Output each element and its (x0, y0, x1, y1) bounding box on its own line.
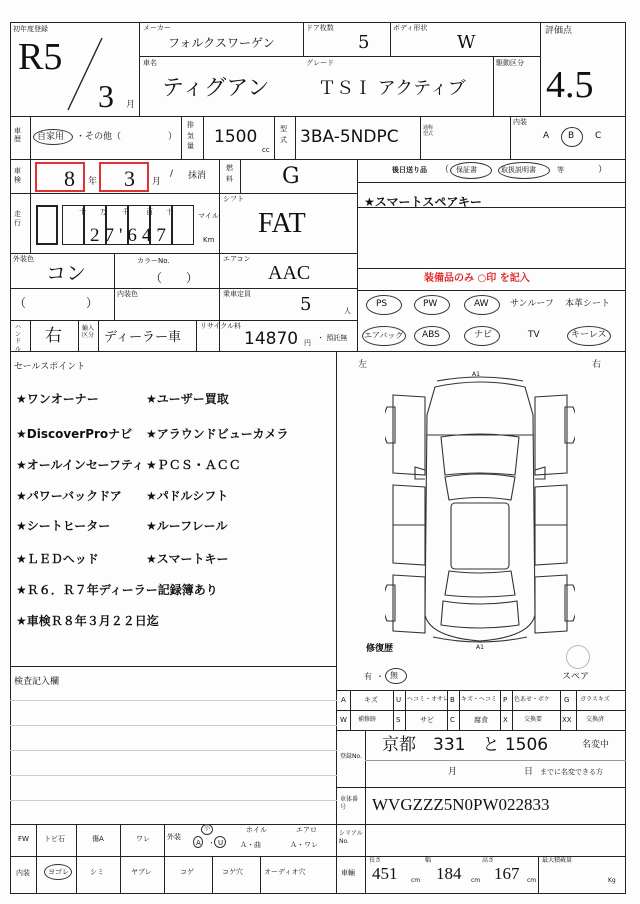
length-value: 451 (372, 864, 398, 883)
serial-label: シリアルNo. (339, 830, 363, 846)
drive-label: 駆動区分 (496, 59, 524, 67)
doors-label: ドア枚数 (306, 24, 334, 32)
nen-label: 年 (88, 177, 98, 187)
plate-value: 京都 331 と 1506 (382, 735, 549, 755)
fuel-label: 燃料 (226, 164, 233, 183)
docs-label: 後日送り品 (392, 166, 427, 174)
separator-slash: / (170, 169, 174, 179)
legend-a-text: キズ (364, 696, 378, 704)
int-audio-hole: オーディオ穴 (264, 868, 306, 876)
repair-yes: 有 (364, 672, 372, 681)
int-color-label: 内装色 (117, 290, 138, 298)
docs-etc: 等 (557, 166, 564, 174)
equip-ps: PS (376, 299, 388, 309)
legend-c-code: C (450, 716, 455, 724)
legend-p-code: P (503, 696, 508, 704)
recycle-label: リサイクル料 (200, 322, 242, 330)
legend-xx-code: XX (562, 716, 572, 724)
color-label: 外装色 (13, 255, 34, 263)
height-value: 167 (494, 864, 520, 883)
diagram-right-label: 右 (592, 360, 602, 370)
grade-value: ＴＳＩ アクティブ (318, 78, 466, 99)
exterior-small: 小 (204, 825, 211, 832)
int-burn: コゲ (180, 868, 194, 876)
border-right (625, 22, 626, 893)
tsusho-label: 通称型式 (423, 125, 434, 137)
displacement-value: 1500 (214, 127, 258, 147)
width-label: 幅 (425, 857, 432, 864)
docs-close: ） (598, 165, 608, 175)
equip-aw: AW (474, 299, 489, 309)
fw-chip: トビ石 (44, 835, 65, 843)
massho-label: 抹消 (188, 171, 207, 181)
int-stain: シミ (90, 868, 104, 876)
mileage-value: 27'647 (90, 225, 171, 246)
equip-abs: ABS (422, 330, 440, 340)
maxload-label: 最大積載量 (542, 857, 573, 864)
sales-line-6a: ★ＬＥＤヘッド (16, 552, 99, 566)
score-value: 4.5 (546, 64, 594, 106)
car-body-diagram (385, 375, 575, 650)
sales-line-5a: ★シートヒーター (16, 519, 111, 533)
legend-s-code: S (396, 716, 401, 724)
legend-x-text: 交換要 (524, 716, 543, 723)
border-top (10, 22, 626, 23)
first-reg-year: R5 (18, 36, 63, 78)
legend-u-code: U (396, 696, 402, 704)
displacement-label: 排気量 (187, 121, 194, 150)
aero-values: Ａ・ワレ (290, 841, 318, 849)
sales-line-8: ★車検Ｒ８年３月２２日迄 (16, 614, 159, 628)
car-name-label: 車名 (143, 59, 157, 67)
sales-line-1b: ★ユーザー買取 (146, 392, 229, 406)
dims-label: 車輛 (341, 869, 355, 877)
shift-label: シフト (223, 195, 244, 203)
int-dirt: ヨゴレ (48, 868, 69, 876)
a1-bottom-label: A1 (476, 644, 484, 651)
special-note: ★スマートスペアキー (364, 195, 482, 209)
legend-g-text: ガラスキズ (580, 696, 610, 703)
sales-line-7: ★Ｒ６．Ｒ７年ディーラー記録簿あり (16, 583, 218, 597)
recycle-value: 14870 (244, 329, 299, 349)
sales-line-5b: ★ルーフレール (146, 519, 228, 533)
border-left (10, 22, 11, 893)
equip-pw: PW (423, 299, 438, 309)
auction-sheet: 初年度登録 R5 3 月 メーカー フォルクスワーゲン ドア枚数 5 ボディ形状 W 評価点 4.5 車名 ティグアン グレード ＴＳＩ アクティブ 駆動区分 車歴 自家用 ・その他（ ） 排気量 1500 cc 型式 3BA-5NDPC 通称型式 内装 A B C 車検 8 年 3 月 / 抹消 燃料 G 後日送り品 （ 保証書 取扱説明書 等 ） 走行 十 万 千 百 十 マイル 27'647 Km シフト FAT ★スマートスペアキー 外装色 コン カラーNo. （ ） エアコン AAC 装備品のみ ○印 を記入 （ ） 内装色 乗車定員 5 人 PS PW AW サンルーフ 本革シート エアバッグ ABS ナビ TV キーレス ハンドル 右 輸入区分 ディーラー車 リサイクル料 14870 円 ・ 預託無 セールスポイント ★ワンオーナー ★ユーザー買取 ★DiscoverProナビ ★アラウンドビューカメラ ★オールインセーフティ ★ＰＣＳ・ＡＣＣ ★パワーバックドア ★パドルシフト ★シートヒーター ★ルーフレール ★ＬＥＤヘッド ★スマートキー ★Ｒ６．Ｒ７年ディーラー記録簿あり ★車検Ｒ８年３月２２日迄 検査記入欄 左 右 A1 A1 修復歴 有 ・ 無 スペア A キズ U ヘコミ・オサレ B キズ・ヘコミ P 色あせ・ボケ G ガラスキズ W 補修跡 S サビ C 腐食 X 交換要 XX 交換済 登録No. 京都 331 と 1506 名変中 月 日 までに名変できる方 車体番号 WVGZZZ5N0PW022833 FW トビ石 傷A ワレ 外装 小 A ・ U ホイル Ａ・曲 エアロ Ａ・ワレ シリアルNo. 内装 ヨゴレ シミ ヤブレ コゲ コゲ穴 オーディオ穴 車輛 長さ 451 cm 幅 184 cm 高さ 167 cm 最大積載量 Kg (0, 0, 640, 904)
doors-value: 5 (358, 32, 370, 53)
repair-label: 修復歴 (366, 644, 394, 654)
digit-label-man: 万 (100, 208, 107, 216)
legend-a-code: A (341, 696, 346, 704)
km-label: Km (203, 236, 215, 244)
maker-label: メーカー (143, 24, 171, 32)
mileage-box-7 (172, 205, 194, 245)
spare-label: スペア (562, 672, 590, 682)
equip-navi: ナビ (474, 330, 493, 340)
shaken-day: 3 (124, 166, 135, 191)
fw-crack: ワレ (136, 835, 150, 843)
diagram-left-label: 左 (358, 360, 368, 370)
yen-unit: 円 (304, 339, 311, 347)
import-value: ディーラー車 (104, 330, 181, 345)
mile-label: マイル (198, 212, 219, 220)
wheel-label: ホイル (246, 826, 267, 834)
cc-unit: cc (262, 146, 270, 154)
height-unit: cm (527, 877, 537, 884)
sales-line-4b: ★パドルシフト (146, 489, 229, 503)
tsuki-label: 月 (152, 177, 162, 187)
exterior-label: 外装 (167, 833, 181, 841)
capacity-value: 5 (300, 294, 312, 315)
history-close: ） (168, 132, 178, 142)
digit-label-sen: 千 (122, 208, 129, 216)
equip-sunroof: サンルーフ (510, 299, 554, 309)
sales-line-2b: ★アラウンドビューカメラ (146, 427, 289, 441)
registration-label: 登録No. (340, 753, 362, 760)
reg-month-label: 月 (448, 767, 458, 777)
exterior-a: A (196, 839, 201, 847)
int-burn-hole: コゲ穴 (222, 868, 243, 876)
handle-label: ハンドル (15, 324, 22, 353)
sales-line-3a: ★オールインセーフティ (16, 458, 144, 472)
sales-line-1a: ★ワンオーナー (16, 392, 99, 406)
height-label: 高さ (482, 857, 495, 864)
inspection-title: 検査記入欄 (14, 677, 60, 687)
reg-day-label: 日 (524, 767, 534, 777)
wheel-values: Ａ・曲 (240, 841, 261, 849)
legend-c-text: 腐食 (474, 716, 488, 724)
body-value: W (457, 32, 476, 53)
aircon-value: AAC (268, 262, 311, 284)
model-value: 3BA-5NDPC (300, 127, 399, 147)
shift-value: FAT (258, 208, 306, 239)
equip-tv: TV (528, 330, 540, 340)
grade-label: グレード (306, 59, 334, 67)
history-opt-other: ・その他（ (76, 132, 122, 142)
month-suffix: 月 (126, 100, 136, 110)
length-label: 長さ (369, 857, 382, 864)
color-no-label: カラーNo. (137, 257, 170, 265)
legend-w-text: 補修跡 (358, 716, 377, 723)
fuel-value: G (282, 164, 300, 189)
vin-label: 車体番号 (340, 796, 359, 811)
score-label: 評価点 (545, 26, 573, 36)
shaken-label: 車検 (14, 167, 21, 185)
mileage-box-1 (36, 205, 58, 245)
aero-label: エアロ (296, 826, 317, 834)
length-unit: cm (411, 877, 421, 884)
legend-u-text: ヘコミ・オサレ (407, 696, 449, 703)
equip-keyless: キーレス (571, 330, 607, 340)
first-reg-label: 初年度登録 (13, 25, 48, 33)
handle-value: 右 (45, 326, 62, 346)
capacity-label: 乗車定員 (223, 290, 251, 298)
a1-top-label: A1 (472, 371, 480, 378)
interior-b: B (568, 131, 575, 141)
interior-grade-label: 内装 (513, 118, 527, 126)
equipment-title: 装備品のみ ○印 を記入 (424, 273, 530, 284)
legend-s-text: サビ (420, 716, 434, 724)
digit-label-ju: 十 (79, 208, 86, 216)
docs-warranty: 保証書 (456, 166, 477, 174)
color-value: コン (46, 261, 86, 285)
deposit-note: ・ 預託無 (317, 334, 348, 342)
legend-w-code: W (340, 716, 347, 724)
repair-no: 無 (390, 671, 398, 680)
car-name-value: ティグアン (162, 76, 270, 101)
history-opt-private: 自家用 (37, 132, 65, 142)
sales-line-4a: ★パワーバックドア (16, 489, 122, 503)
paren-blank: （ ） (14, 296, 99, 310)
sales-line-2a: ★DiscoverProナビ (16, 427, 133, 441)
vin-value: WVGZZZ5N0PW022833 (372, 795, 550, 814)
aircon-label: エアコン (223, 255, 251, 263)
width-unit: cm (471, 877, 481, 884)
mileage-label: 走行 (14, 210, 21, 228)
shaken-month-box (35, 162, 85, 192)
sales-line-3b: ★ＰＣＳ・ＡＣＣ (146, 458, 241, 472)
body-label: ボディ形状 (393, 24, 428, 32)
legend-xx-text: 交換済 (586, 716, 605, 723)
interior-damage-label: 内装 (16, 869, 30, 877)
equip-airbag: エアバッグ (364, 331, 404, 340)
legend-g-code: G (564, 696, 570, 704)
person-unit: 人 (344, 307, 351, 315)
sales-title: セールスポイント (14, 362, 86, 372)
sales-line-6b: ★スマートキー (146, 552, 229, 566)
digit-label-juu: 十 (166, 208, 173, 216)
interior-a: A (543, 131, 550, 141)
maxload-unit: Kg (608, 877, 616, 884)
width-value: 184 (436, 864, 462, 883)
docs-open: （ (440, 165, 450, 175)
interior-c: C (595, 131, 602, 141)
shaken-month: 8 (64, 166, 75, 191)
model-label: 型式 (280, 125, 287, 144)
fw-label: FW (18, 835, 29, 843)
int-tear: ヤブレ (131, 868, 152, 876)
spare-tire-icon (566, 645, 590, 669)
legend-b-text: キズ・ヘコミ (461, 696, 497, 703)
legend-b-code: B (450, 696, 455, 704)
fw-scratch: 傷A (92, 835, 104, 843)
legend-p-text: 色あせ・ボケ (514, 696, 551, 703)
history-label: 車歴 (14, 127, 21, 144)
docs-manual: 取扱説明書 (501, 166, 536, 174)
equip-leather: 本革シート (565, 299, 611, 309)
first-reg-month: 3 (98, 78, 114, 114)
legend-x-code: X (503, 716, 508, 724)
reg-note: までに名変できる方 (540, 768, 603, 776)
exterior-u: U (218, 839, 224, 847)
digit-label-hyaku: 百 (146, 208, 153, 216)
maker-value: フォルクスワーゲン (168, 36, 275, 50)
plate-status: 名変中 (582, 740, 610, 750)
border-bottom (10, 893, 626, 894)
color-no-value: （ ） (150, 271, 199, 285)
import-label: 輸入区分 (82, 325, 95, 340)
